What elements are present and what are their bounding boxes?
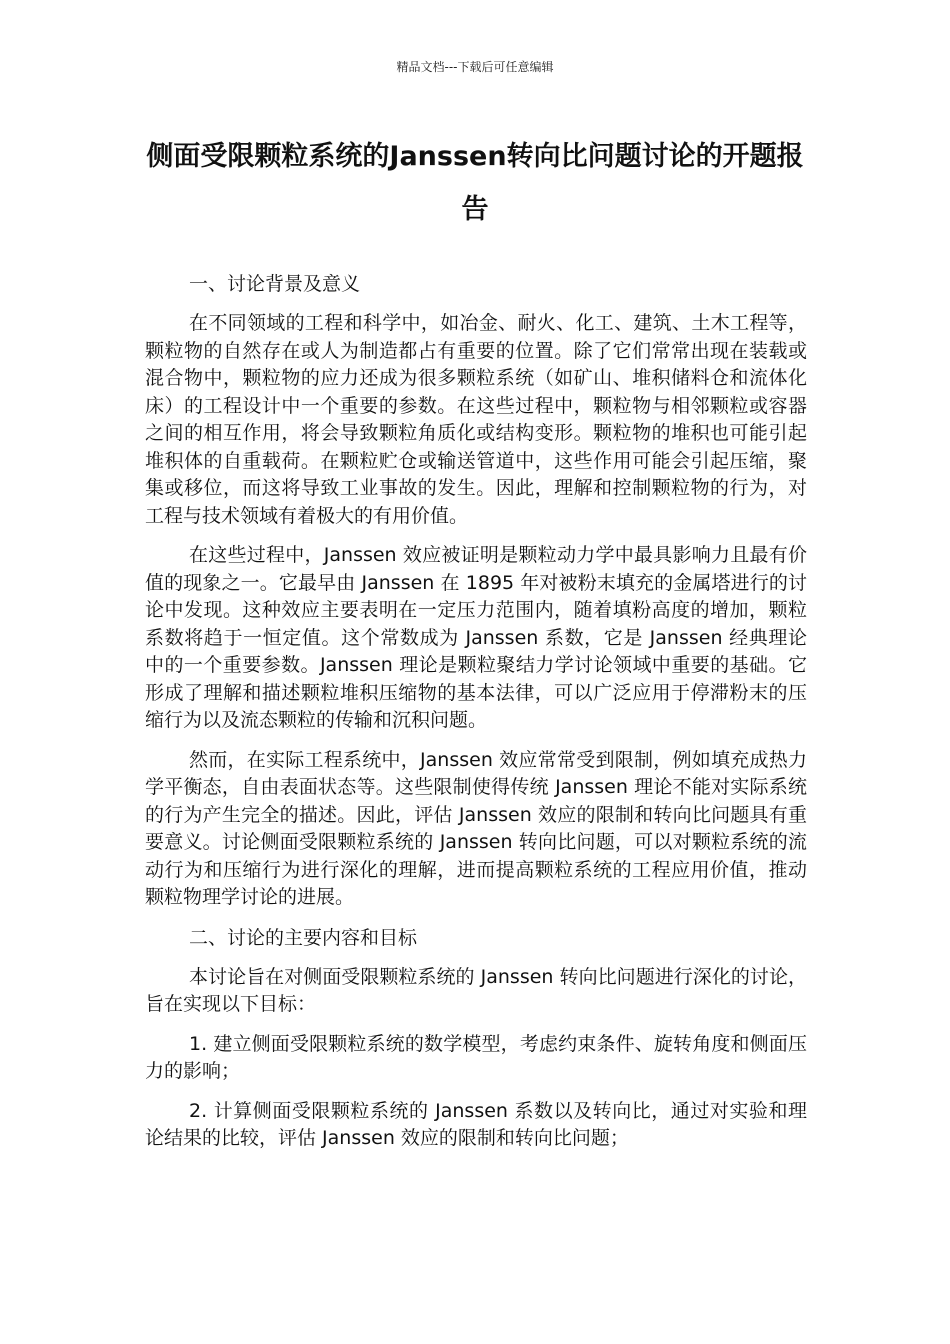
paragraph: 然而，在实际工程系统中，Janssen 效应常常受到限制，例如填充成热力学平衡态，自由表面状态等。这些限制使得传统 Janssen 理论不能对实际系统的行为产生完全的描述。因此，评估 Janssen 效应的限制和转向比问题具有重要意义。讨论侧面受限颗粒系统的 Janssen 转向比问题，可以对颗粒系统的流动行为和压缩行为进行深化的理解，进而提高颗粒系统的工程应用价值，推动颗粒物理学讨论的进展。 (145, 748, 807, 908)
paragraph: 在不同领域的工程和科学中，如冶金、耐火、化工、建筑、土木工程等，颗粒物的自然存在或人为制造都占有重要的位置。除了它们常常出现在装载或混合物中，颗粒物的应力还成为很多颗粒系统（如矿山、堆积储料仓和流体化床）的工程设计中一个重要的参数。在这些过程中，颗粒物与相邻颗粒或容器之间的相互作用，将会导致颗粒角质化或结构变形。颗粒物的堆积也可能引起堆积体的自重载荷。在颗粒贮仓或输送管道中，这些作用可能会引起压缩，聚集或移位，而这将导致工业事故的发生。因此，理解和控制颗粒物的行为，对工程与技术领域有着极大的有用价值。 (145, 312, 807, 527)
document-title: 侧面受限颗粒系统的Janssen转向比问题讨论的开题报告 (146, 141, 804, 225)
goal-item-1: 1. 建立侧面受限颗粒系统的数学模型，考虑约束条件、旋转角度和侧面压力的影响； (145, 1032, 807, 1082)
document-body (145, 270, 807, 1165)
section-heading-content-goals: 二、讨论的主要内容和目标 (189, 926, 418, 949)
section-heading-background: 一、讨论背景及意义 (189, 273, 361, 295)
paragraph: 本讨论旨在对侧面受限颗粒系统的 Janssen 转向比问题进行深化的讨论，旨在实现以下目标： (145, 965, 807, 1015)
paragraph: 在这些过程中，Janssen 效应被证明是颗粒动力学中最具影响力且最有价值的现象之一。它最早由 Janssen 在 1895 年对被粉末填充的金属塔进行的讨论中发现。这种效应主要表明在一定压力范围内，随着填粉高度的增加，颗粒系数将趋于一恒定值。这个常数成为 Janssen 系数，它是 Janssen 经典理论中的一个重要参数。Janssen 理论是颗粒聚结力学讨论领域中重要的基础。它形成了理解和描述颗粒堆积压缩物的基本法律，可以广泛应用于停滞粉末的压缩行为以及流态颗粒的传输和沉积问题。 (145, 544, 807, 731)
header-note: 精品文档---下载后可任意编辑 (396, 60, 554, 74)
goal-item-2: 2. 计算侧面受限颗粒系统的 Janssen 系数以及转向比，通过对实验和理论结果的比较，评估 Janssen 效应的限制和转向比问题； (145, 1099, 807, 1149)
